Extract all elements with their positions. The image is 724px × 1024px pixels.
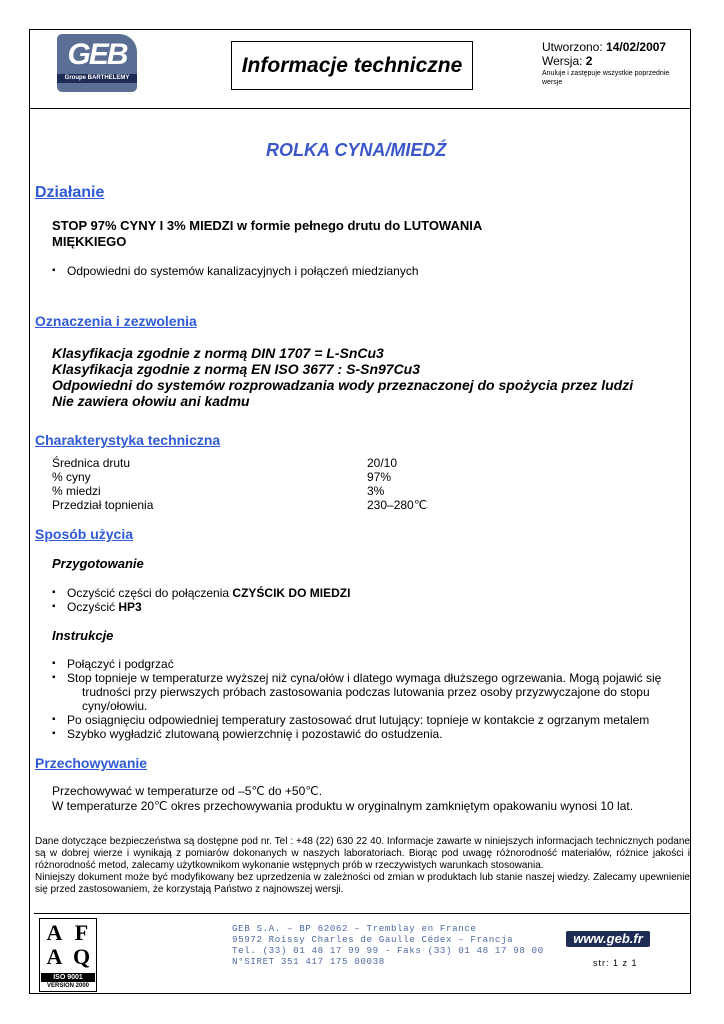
- prep-text: Oczyścić części do połączenia: [67, 586, 233, 600]
- created-line: [542, 40, 687, 54]
- cert-letter: A: [46, 944, 63, 969]
- company-address: [232, 923, 544, 967]
- page-number: str: 1 z 1: [593, 958, 638, 968]
- step-line: ▪ Stop topnieje w temperaturze wyższej niż cyna/ołów i dlatego wymaga dłuższego ogrzewania. Mogą pojawić się: [67, 671, 662, 685]
- iso-version: VERSION 2000: [46, 983, 90, 989]
- website-badge: www.geb.fr: [566, 931, 650, 947]
- cert-letter: F: [74, 920, 89, 945]
- list-item: ▪ Odpowiedni do systemów kanalizacyjnych i połączeń miedzianych: [52, 264, 692, 278]
- iso-label: ISO 9001: [41, 973, 95, 982]
- spec-label: % miedzi: [52, 484, 101, 498]
- spec-value: 3%: [367, 484, 385, 498]
- section-heading-dzialanie: Działanie: [35, 184, 105, 201]
- version-label: Wersja:: [542, 54, 583, 68]
- table-row: [52, 484, 427, 498]
- table-row: [52, 470, 427, 484]
- przygotowanie-heading: Przygotowanie: [52, 556, 144, 571]
- spec-value: 20/10: [367, 456, 398, 470]
- dzialanie-intro-line2: MIĘKKIEGO: [52, 234, 127, 249]
- spec-table: [52, 456, 427, 512]
- przechowywanie-text: [52, 784, 633, 814]
- document-type-title: [231, 41, 473, 90]
- przygotowanie-list: [52, 586, 692, 614]
- logo-strip: Groupe BARTHELEMY: [57, 74, 137, 83]
- table-row: [52, 456, 427, 470]
- dzialanie-list: [52, 264, 692, 278]
- list-item: [52, 586, 692, 600]
- spec-value: 230–280℃: [367, 498, 428, 512]
- footer-disclaimer: [35, 836, 690, 896]
- geb-logo: [57, 34, 137, 92]
- section-heading-sposob: Sposób użycia: [35, 526, 134, 542]
- oznaczenia-line: Klasyfikacja zgodnie z normą EN ISO 3677 : S-Sn97Cu3: [52, 361, 421, 377]
- oznaczenia-line: Klasyfikacja zgodnie z normą DIN 1707 = L-SnCu3: [52, 345, 384, 361]
- table-row: [52, 498, 427, 512]
- afaq-certification-logo: [39, 918, 97, 992]
- oznaczenia-line: Odpowiedni do systemów rozprowadzania wody przeznaczonej do spożycia przez ludzi: [52, 377, 634, 393]
- prep-product: HP3: [118, 600, 142, 614]
- step-line: trudności przy pierwszych próbach zastosowania podczas lutowania przez osoby przyzwyczajone do stopu: [82, 685, 650, 699]
- created-label: Utworzono:: [542, 40, 603, 54]
- product-title: ROLKA CYNA/MIEDŹ: [266, 140, 447, 160]
- address-line: GEB S.A. – BP 62062 – Tremblay en France: [232, 923, 477, 934]
- step-line: cyny/ołowiu.: [82, 699, 148, 713]
- section-heading-przechowywanie: Przechowywanie: [35, 755, 148, 771]
- dzialanie-intro-line1: STOP 97% CYNY I 3% MIEDZI w formie pełnego drutu do LUTOWANIA: [52, 218, 483, 233]
- spec-label: Średnica drutu: [52, 456, 131, 470]
- prep-text: Oczyścić: [67, 600, 119, 614]
- replaces-note: Anuluje i zastępuje wszystkie poprzednie wersje: [542, 70, 670, 86]
- header-divider: [29, 108, 691, 109]
- address-line: 95972 Roissy Charles de Gaulle Cédex – Francja: [232, 934, 514, 945]
- document-meta: [542, 40, 687, 87]
- storage-line: W temperaturze 20℃ okres przechowywania produktu w oryginalnym zamkniętym opakowaniu wynosi 10 lat.: [52, 799, 634, 813]
- spec-label: % cyny: [52, 470, 91, 484]
- oznaczenia-lines: [52, 345, 633, 409]
- instrukcje-list: [52, 657, 692, 741]
- footer-divider: [34, 913, 691, 914]
- dzialanie-intro: [52, 218, 482, 250]
- spec-value: 97%: [367, 470, 392, 484]
- list-item: ▪ Szybko wygładzić zlutowaną powierzchnię i pozostawić do ostudzenia.: [52, 727, 692, 741]
- version-value: 2: [585, 54, 593, 68]
- created-value: 14/02/2007: [606, 40, 667, 54]
- list-item: [52, 671, 692, 713]
- section-heading-oznaczenia: Oznaczenia i zezwolenia: [35, 313, 197, 329]
- version-line: [542, 54, 687, 68]
- storage-line: Przechowywać w temperaturze od –5℃ do +50℃.: [52, 784, 323, 798]
- document-type-text: Informacje techniczne: [241, 53, 463, 77]
- cert-letter: Q: [72, 944, 91, 969]
- disclaimer-paragraph: Niniejszy dokument może być modyfikowany bez uprzedzenia w zależności od zmian w produktach lub stanie naszej wiedzy. Zalecamy upewnienie się przed zastosowaniem, że korzystają Państwo z najnowszej wersji.: [35, 872, 690, 895]
- list-item: ▪ Połączyć i podgrzać: [52, 657, 692, 671]
- oznaczenia-line: Nie zawiera ołowiu ani kadmu: [52, 393, 250, 409]
- cert-letter: A: [46, 920, 63, 945]
- address-line: Tel. (33) 01 48 17 99 99 - Faks (33) 01 48 17 98 00: [232, 945, 544, 956]
- instrukcje-heading: Instrukcje: [52, 628, 114, 643]
- prep-product: CZYŚCIK DO MIEDZI: [232, 586, 351, 600]
- spec-label: Przedział topnienia: [52, 498, 154, 512]
- list-item: [52, 600, 692, 614]
- list-item: ▪ Po osiągnięciu odpowiedniej temperatury zastosować drut lutujący: topnieje w kontakcie z ogrzanym metalem: [52, 713, 692, 727]
- disclaimer-paragraph: Dane dotyczące bezpieczeństwa są dostępne pod nr. Tel : +48 (22) 630 22 40. Informacje zawarte w niniejszych informacjach technicznych podane są w dobrej wierze i wynikają z pomiarów dokonanych w naszych laboratoriach. Biorąc pod uwagę różnorodność materiałów, różnice jakości i różnorodność metod, zalecamy użytkownikom wykonanie wstępnych prób w rzeczywistych warunkach stosowania.: [35, 836, 690, 871]
- logo-letters: GEB: [67, 38, 127, 71]
- section-heading-charakterystyka: Charakterystyka techniczna: [35, 432, 221, 448]
- address-line: N°SIRET 351 417 175 00038: [232, 956, 385, 967]
